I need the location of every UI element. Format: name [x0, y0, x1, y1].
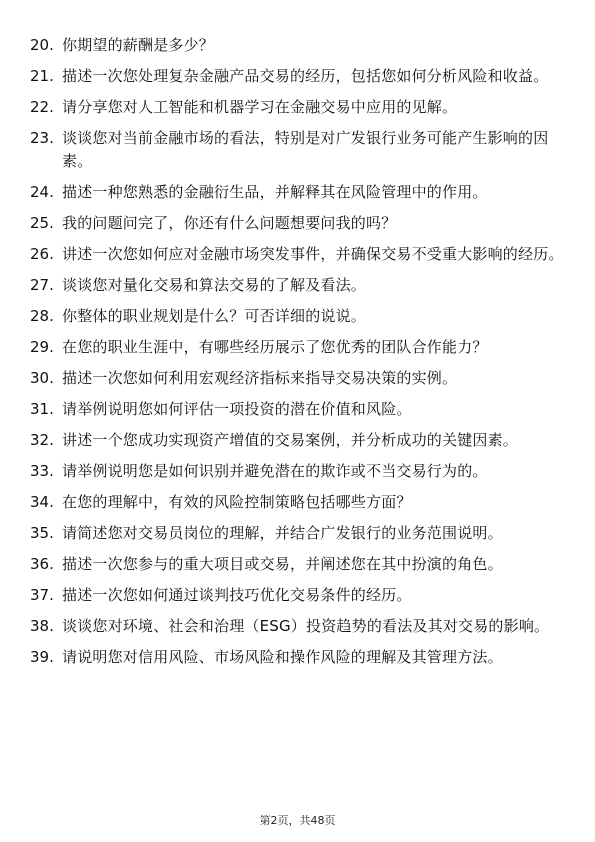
- question-item: [30, 429, 570, 452]
- question-item: [30, 398, 570, 421]
- question-item: [30, 34, 570, 57]
- question-number: 34.: [30, 493, 54, 511]
- question-text: 描述一种您熟悉的金融衍生品，并解释其在风险管理中的作用。: [62, 183, 488, 201]
- question-number: 33.: [30, 462, 54, 480]
- question-text: 在您的职业生涯中，有哪些经历展示了您优秀的团队合作能力？: [62, 338, 488, 356]
- question-text: 请简述您对交易员岗位的理解，并结合广发银行的业务范围说明。: [62, 524, 503, 542]
- question-item: [30, 615, 570, 638]
- question-number: 25.: [30, 214, 54, 232]
- question-number: 38.: [30, 617, 54, 635]
- question-text: 谈谈您对环境、社会和治理（ESG）投资趋势的看法及其对交易的影响。: [62, 617, 550, 635]
- question-item: [30, 460, 570, 483]
- question-item: [30, 212, 570, 235]
- question-number: 23.: [30, 129, 54, 147]
- question-number: 30.: [30, 369, 54, 387]
- question-list: [30, 34, 570, 677]
- question-text: 描述一次您如何利用宏观经济指标来指导交易决策的实例。: [62, 369, 458, 387]
- question-text: 谈谈您对量化交易和算法交易的了解及看法。: [62, 276, 367, 294]
- question-number: 32.: [30, 431, 54, 449]
- question-text: 讲述一次您如何应对金融市场突发事件，并确保交易不受重大影响的经历。: [62, 245, 564, 263]
- question-number: 29.: [30, 338, 54, 356]
- question-text: 谈谈您对当前金融市场的看法，特别是对广发银行业务可能产生影响的因素。: [62, 129, 549, 170]
- question-item: [30, 243, 570, 266]
- question-number: 36.: [30, 555, 54, 573]
- question-text: 我的问题问完了，你还有什么问题想要问我的吗？: [62, 214, 397, 232]
- question-item: [30, 491, 570, 514]
- question-item: [30, 274, 570, 297]
- question-item: [30, 181, 570, 204]
- question-item: [30, 305, 570, 328]
- question-item: [30, 553, 570, 576]
- question-text: 请说明您对信用风险、市场风险和操作风险的理解及其管理方法。: [62, 648, 503, 666]
- question-item: [30, 522, 570, 545]
- question-number: 35.: [30, 524, 54, 542]
- page-footer: 第2页，共48页: [259, 814, 336, 827]
- question-text: 请分享您对人工智能和机器学习在金融交易中应用的见解。: [62, 98, 458, 116]
- question-number: 39.: [30, 648, 54, 666]
- question-item: [30, 127, 570, 173]
- question-number: 21.: [30, 67, 54, 85]
- question-text: 你期望的薪酬是多少？: [62, 36, 215, 54]
- question-number: 27.: [30, 276, 54, 294]
- question-text: 讲述一个您成功实现资产增值的交易案例，并分析成功的关键因素。: [62, 431, 519, 449]
- question-number: 24.: [30, 183, 54, 201]
- question-text: 在您的理解中，有效的风险控制策略包括哪些方面？: [62, 493, 412, 511]
- question-item: [30, 336, 570, 359]
- question-item: [30, 367, 570, 390]
- question-number: 22.: [30, 98, 54, 116]
- question-item: [30, 584, 570, 607]
- question-number: 31.: [30, 400, 54, 418]
- question-number: 37.: [30, 586, 54, 604]
- question-text: 描述一次您参与的重大项目或交易，并阐述您在其中扮演的角色。: [62, 555, 503, 573]
- question-text: 你整体的职业规划是什么？可否详细的说说。: [62, 307, 367, 325]
- question-item: [30, 646, 570, 669]
- question-text: 描述一次您处理复杂金融产品交易的经历，包括您如何分析风险和收益。: [62, 67, 549, 85]
- question-text: 描述一次您如何通过谈判技巧优化交易条件的经历。: [62, 586, 412, 604]
- question-number: 26.: [30, 245, 54, 263]
- question-text: 请举例说明您如何评估一项投资的潜在价值和风险。: [62, 400, 412, 418]
- question-number: 20.: [30, 36, 54, 54]
- question-text: 请举例说明您是如何识别并避免潜在的欺诈或不当交易行为的。: [62, 462, 488, 480]
- question-number: 28.: [30, 307, 54, 325]
- question-item: [30, 96, 570, 119]
- question-item: [30, 65, 570, 88]
